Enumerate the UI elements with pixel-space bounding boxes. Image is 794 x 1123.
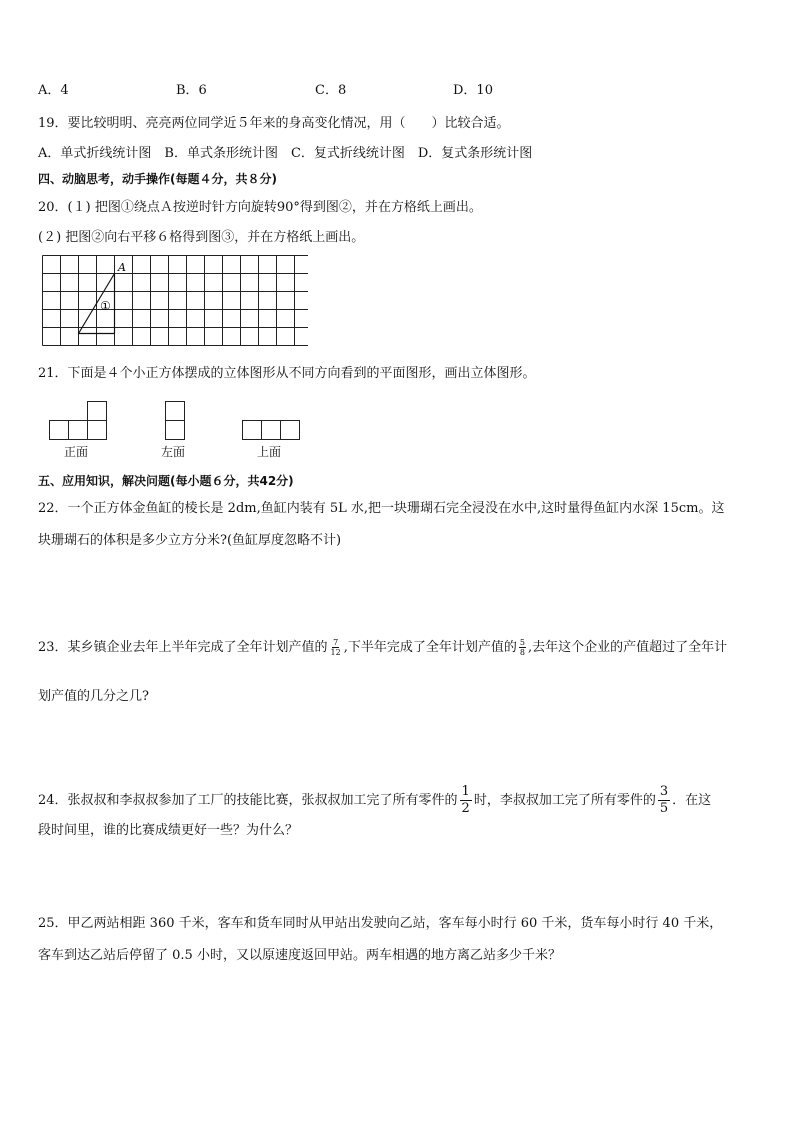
- q23-text-a: 23．某乡镇企业去年上半年完成了全年计划产值的: [38, 640, 328, 655]
- q22-line2: 块珊瑚石的体积是多少立方分米?(鱼缸厚度忽略不计): [38, 533, 342, 548]
- q24-text-c: ．在这: [672, 793, 712, 808]
- q25-line2: 客车到达乙站后停留了 0.5 小时，又以原速度返回甲站。两车相遇的地方离乙站多少千米？: [38, 948, 561, 963]
- q23-frac1-den: 12: [330, 648, 341, 657]
- q24-frac1-den: 2: [461, 801, 470, 816]
- q24-line1: [38, 784, 711, 817]
- left-view-label: 左面: [161, 445, 186, 459]
- q18-option-c: C．8: [315, 83, 347, 98]
- q21-top-view: [241, 419, 303, 442]
- q20-part1: 20．(１) 把图①绕点Ａ按逆时针方向旋转90°得到图②，并在方格纸上画出。: [38, 200, 482, 215]
- q24-frac2-num: 3: [659, 784, 669, 799]
- section4-heading: 四、动脑思考，动手操作(每题４分，共８分): [38, 172, 277, 186]
- q23-fraction-1: [330, 638, 342, 657]
- q21-front-view: [48, 400, 110, 442]
- q21-left-view: [164, 400, 188, 442]
- q24-fraction-2: [658, 784, 670, 817]
- section5-heading: 五、应用知识，解决问题(每小题６分，共42分): [38, 474, 294, 488]
- q23-text-b: ,下半年完成了全年计划产值的: [343, 640, 517, 655]
- q19-options: A．单式折线统计图 B．单式条形统计图 C．复式折线统计图 D．复式条形统计图: [38, 146, 533, 161]
- q24-frac1-num: 1: [461, 784, 470, 799]
- q19-stem: 19．要比较明明、亮亮两位同学近５年来的身高变化情况，用（ ）比较合适。: [38, 116, 510, 131]
- q24-text-a: 24．张叔叔和李叔叔参加了工厂的技能比赛，张叔叔加工完了所有零件的: [38, 793, 458, 808]
- q23-frac2-den: 8: [519, 648, 525, 657]
- q22-line1: 22．一个正方体金鱼缸的棱长是 2dm,鱼缸内装有 5L 水,把一块珊瑚石完全浸没在水中,这时量得鱼缸内水深 15cm。这: [38, 501, 725, 516]
- q23-fraction-2: [519, 638, 526, 657]
- q23-line2: 划产值的几分之几?: [38, 689, 149, 704]
- q24-fraction-1: [460, 784, 472, 817]
- q25-line1: 25．甲乙两站相距 360 千米，客车和货车同时从甲站出发驶向乙站，客车每小时行 60 千米，货车每小时行 40 千米，: [38, 916, 723, 931]
- q18-option-b: B．6: [176, 83, 207, 98]
- q24-frac2-den: 5: [659, 801, 669, 816]
- q20-part2: (２) 把图②向右平移６格得到图③，并在方格纸上画出。: [38, 230, 365, 245]
- q23-frac1-num: 7: [333, 638, 339, 647]
- front-view-label: 正面: [64, 445, 89, 459]
- q23-frac2-num: 5: [519, 638, 525, 647]
- q24-text-b: 时，李叔叔加工完了所有零件的: [473, 793, 656, 808]
- shape1-label: ①: [100, 299, 111, 313]
- q18-option-d: D．10: [453, 83, 493, 98]
- point-a-label: A: [118, 261, 126, 274]
- q23-text-c: ,去年这个企业的产值超过了全年计: [527, 640, 728, 655]
- q23-line1: [38, 638, 727, 657]
- top-view-label: 上面: [257, 445, 282, 459]
- q24-line2: 段时间里，谁的比赛成绩更好一些？为什么？: [38, 823, 299, 838]
- q20-grid: [40, 255, 308, 355]
- q18-option-a: A．4: [38, 83, 69, 98]
- q21-stem: 21．下面是４个小正方体摆成的立体图形从不同方向看到的平面图形，画出立体图形。: [38, 366, 536, 381]
